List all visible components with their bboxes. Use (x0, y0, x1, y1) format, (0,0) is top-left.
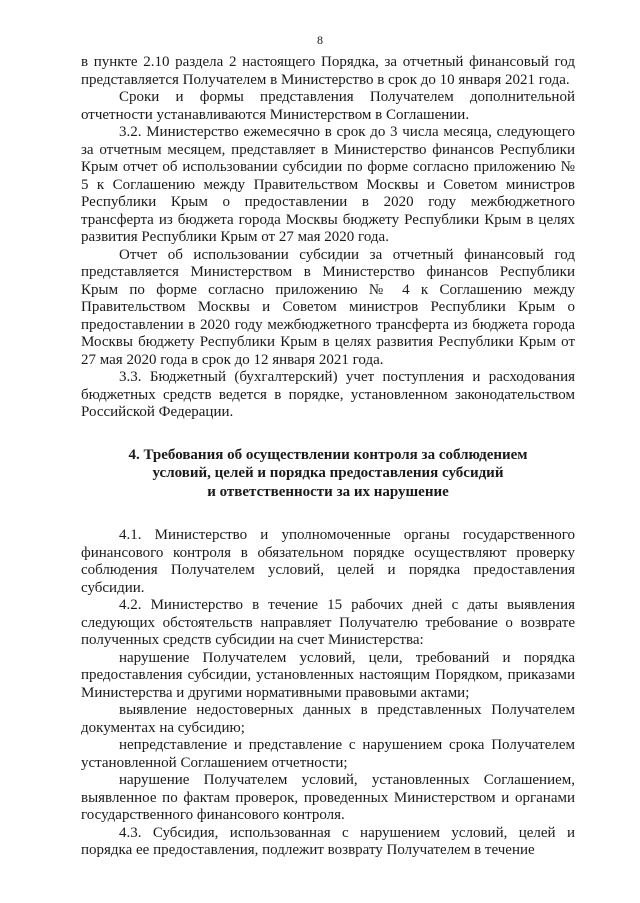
section-title (81, 446, 575, 502)
paragraph-continuation: в пункте 2.10 раздела 2 настоящего Порядка, за отчетный финансовый год представляется Получателем в Министерство в срок до 10 января 2021 года. (81, 54, 575, 88)
list-item-late-report: непредставление и представление с нарушением срока Получателем установленной Соглашением отчетности; (81, 737, 575, 771)
section-title-line-1: 4. Требования об осуществлении контроля за соблюдением (128, 446, 528, 463)
paragraph-reporting-terms: Сроки и формы представления Получателем дополнительной отчетности устанавливаются Министерством в Соглашении. (81, 89, 575, 123)
section-title-line-2: условий, целей и порядка предоставления субсидий (152, 465, 504, 481)
list-item-audit-findings: нарушение Получателем условий, установленных Соглашением, выявленное по фактам проверок, проведенных Министерством и органами государственного финансового контроля. (81, 772, 575, 823)
section-title-line-3: и ответственности за их нарушение (207, 483, 449, 500)
page-number: 8 (317, 33, 323, 47)
paragraph-4-1: 4.1. Министерство и уполномоченные органы государственного финансового контроля в обязательном порядке осуществляют проверку соблюдения Получателем условий, целей и порядка предоставления субсидии. (81, 527, 575, 596)
list-item-false-data: выявление недостоверных данных в представленных Получателем документах на субсидию; (81, 702, 575, 736)
list-item-violation: нарушение Получателем условий, цели, требований и порядка предоставления субсидии, установленных настоящим Порядком, приказами Министерства и другими нормативными правовыми актами; (81, 649, 575, 701)
paragraph-4-2: 4.2. Министерство в течение 15 рабочих дней с даты выявления следующих обстоятельств направляет Получателю требование о возврате полученных средств субсидии на счет Министерства: (81, 597, 575, 648)
paragraph-3-2: 3.2. Министерство ежемесячно в срок до 3 числа месяца, следующего за отчетным месяцем, представляет в Министерство финансов Республики Крым отчет об использовании субсидии по форме согласно приложению № 5 к Соглашению между Правительством Москвы и Советом министров Республики Крым о предоставлении в 2020 году межбюджетного трансферта из бюджета города Москвы бюджету Республики Крым в целях развития Республики Крым от 27 мая 2020 года. (81, 124, 575, 245)
document-body (81, 54, 575, 860)
paragraph-3-3: 3.3. Бюджетный (бухгалтерский) учет поступления и расходования бюджетных средств ведется в порядке, установленном законодательством Российской Федерации. (81, 369, 575, 420)
paragraph-annual-report: Отчет об использовании субсидии за отчетный финансовый год представляется Министерством в Министерство финансов Республики Крым по форме согласно приложению № 4 к Соглашению между Правительством Москвы и Советом министров Республики Крым о предоставлении в 2020 году межбюджетного трансферта из бюджета города Москвы бюджету Республики Крым в целях развития Республики Крым от 27 мая 2020 года в срок до 12 января 2021 года. (81, 246, 575, 368)
paragraph-4-3: 4.3. Субсидия, использованная с нарушением условий, целей и порядка ее предоставления, подлежит возврату Получателем в течение (81, 824, 575, 858)
